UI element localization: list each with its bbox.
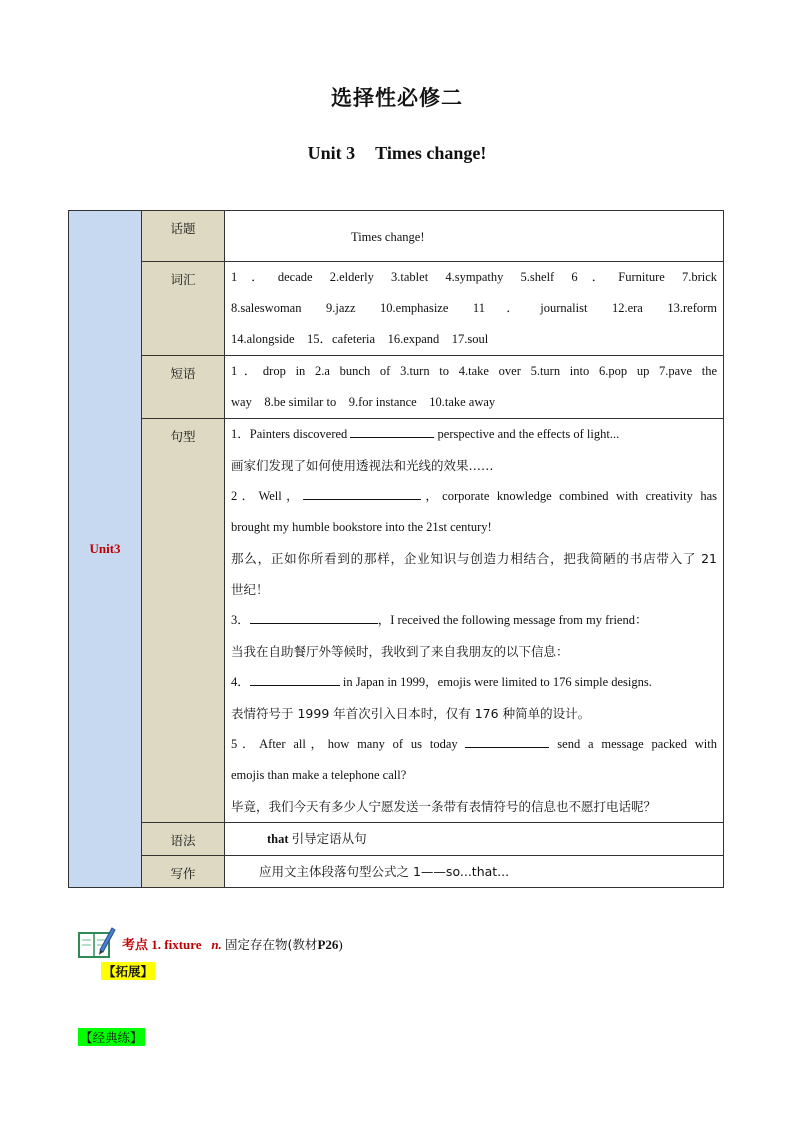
sentence-5: 5．After all，how many of us today send a message packed with bbox=[231, 737, 717, 751]
unit-heading bbox=[0, 143, 794, 164]
sentence-5-cont: emojis than make a telephone call? bbox=[231, 768, 407, 782]
sentence-2: 2．Well， ，corporate knowledge combined with creativity has bbox=[231, 489, 717, 503]
unit-cell: Unit3 bbox=[69, 211, 142, 888]
answer-blank[interactable] bbox=[350, 425, 434, 438]
phrase-item: 8.be similar to bbox=[264, 395, 337, 409]
phrases-row bbox=[69, 356, 724, 419]
vocab-content bbox=[225, 262, 724, 356]
exam-point bbox=[78, 922, 498, 962]
grammar-label: 语法 bbox=[142, 823, 225, 856]
book-pencil-icon bbox=[78, 924, 116, 960]
vocab-row bbox=[69, 262, 724, 356]
answer-blank[interactable] bbox=[250, 611, 378, 624]
sentences-content bbox=[225, 419, 724, 823]
exam-point-text: 考点 1. fixture n. 固定存在物(教材P26) bbox=[122, 937, 343, 952]
extend-tag: 【拓展】 bbox=[103, 964, 154, 979]
grammar-text: 引导定语从句 bbox=[291, 831, 367, 846]
phrase-item: 1．drop in bbox=[231, 364, 306, 378]
vocab-item: 11．journalist bbox=[472, 301, 588, 315]
unit-overview-table bbox=[68, 210, 724, 888]
sentence-5-translation: 毕竟，我们今天有多少人宁愿发送一条带有表情符号的信息也不愿打电话呢？ bbox=[231, 799, 657, 814]
topic-content bbox=[225, 211, 724, 262]
sentence-2-translation: 那么，正如你所看到的那样，企业知识与创造力相结合，把我简陋的书店带入了 21 bbox=[231, 551, 717, 566]
writing-label: 写作 bbox=[142, 856, 225, 888]
vocab-item: 3.tablet bbox=[391, 270, 429, 284]
answer-blank[interactable] bbox=[250, 673, 340, 686]
vocab-item: 9.jazz bbox=[326, 301, 356, 315]
grammar-content bbox=[225, 823, 724, 856]
phrase-item: way bbox=[231, 395, 252, 409]
vocab-item: 4.sympathy bbox=[445, 270, 504, 284]
phrase-item: 6.pop up bbox=[598, 364, 650, 378]
topic-label: 话题 bbox=[142, 211, 225, 262]
unit-number: Unit 3 bbox=[307, 143, 356, 163]
sentence-3: 3． ，I received the following message from my friend： bbox=[231, 613, 648, 627]
phrases-label: 短语 bbox=[142, 356, 225, 419]
vocab-item: 7.brick bbox=[681, 270, 718, 284]
sentences-row bbox=[69, 419, 724, 823]
grammar-row bbox=[69, 823, 724, 856]
vocab-item: 15．cafeteria bbox=[307, 332, 376, 346]
writing-content bbox=[225, 856, 724, 888]
phrase-item: 5.turn into bbox=[530, 364, 590, 378]
unit-title: Times change! bbox=[375, 143, 487, 163]
writing-text: 应用文主体段落句型公式之 1——so...that... bbox=[259, 864, 510, 879]
sentence-4-translation: 表情符号于 1999 年首次引入日本时，仅有 176 种简单的设计。 bbox=[231, 706, 591, 721]
vocab-item: 1．decade bbox=[231, 270, 313, 284]
sentence-3-translation: 当我在自助餐厅外等候时，我收到了来自我朋友的以下信息： bbox=[231, 644, 569, 659]
sentence-4: 4． in Japan in 1999，emojis were limited to 176 simple designs. bbox=[231, 675, 652, 689]
sentence-1-translation: 画家们发现了如何使用透视法和光线的效果…… bbox=[231, 458, 494, 473]
phrase-item: 9.for instance bbox=[348, 395, 417, 409]
vocab-item: 5.shelf bbox=[520, 270, 555, 284]
vocab-line-3 bbox=[231, 324, 717, 355]
answer-blank[interactable] bbox=[303, 487, 421, 500]
vocab-item: 17.soul bbox=[451, 332, 489, 346]
phrase-item: 2.a bunch of bbox=[315, 364, 391, 378]
phrase-item: 7.pave the bbox=[659, 364, 718, 378]
phrase-item: 4.take over bbox=[458, 364, 521, 378]
vocab-item: 14.alongside bbox=[231, 332, 295, 346]
vocab-item: 8.saleswoman bbox=[231, 301, 302, 315]
sentence-1: 1．Painters discovered perspective and the effects of light... bbox=[231, 427, 620, 441]
vocab-item: 12.era bbox=[611, 301, 643, 315]
vocab-item: 13.reform bbox=[667, 301, 718, 315]
sentence-2-translation-cont: 世纪！ bbox=[231, 582, 269, 597]
practice-tag: 【经典练】 bbox=[80, 1030, 143, 1045]
sentence-2-cont: brought my humble bookstore into the 21st century! bbox=[231, 520, 492, 534]
writing-row bbox=[69, 856, 724, 888]
sentences-label: 句型 bbox=[142, 419, 225, 823]
vocab-item: 2.elderly bbox=[329, 270, 374, 284]
vocab-item: 16.expand bbox=[387, 332, 440, 346]
vocab-line-1 bbox=[231, 262, 717, 293]
answer-blank[interactable] bbox=[465, 735, 549, 748]
phrase-item: 3.turn to bbox=[400, 364, 450, 378]
topic-text: Times change! bbox=[351, 230, 425, 244]
topic-row bbox=[69, 211, 724, 262]
phrase-item: 10.take away bbox=[429, 395, 496, 409]
page-title: 选择性必修二 bbox=[331, 86, 463, 110]
phrases-line-1 bbox=[231, 356, 717, 387]
vocab-line-2 bbox=[231, 293, 717, 324]
vocab-item: 10.emphasize bbox=[380, 301, 449, 315]
vocab-item: 6．Furniture bbox=[571, 270, 665, 284]
phrases-line-2 bbox=[231, 387, 717, 418]
grammar-keyword: that bbox=[267, 832, 289, 846]
phrases-content bbox=[225, 356, 724, 419]
vocab-label: 词汇 bbox=[142, 262, 225, 356]
